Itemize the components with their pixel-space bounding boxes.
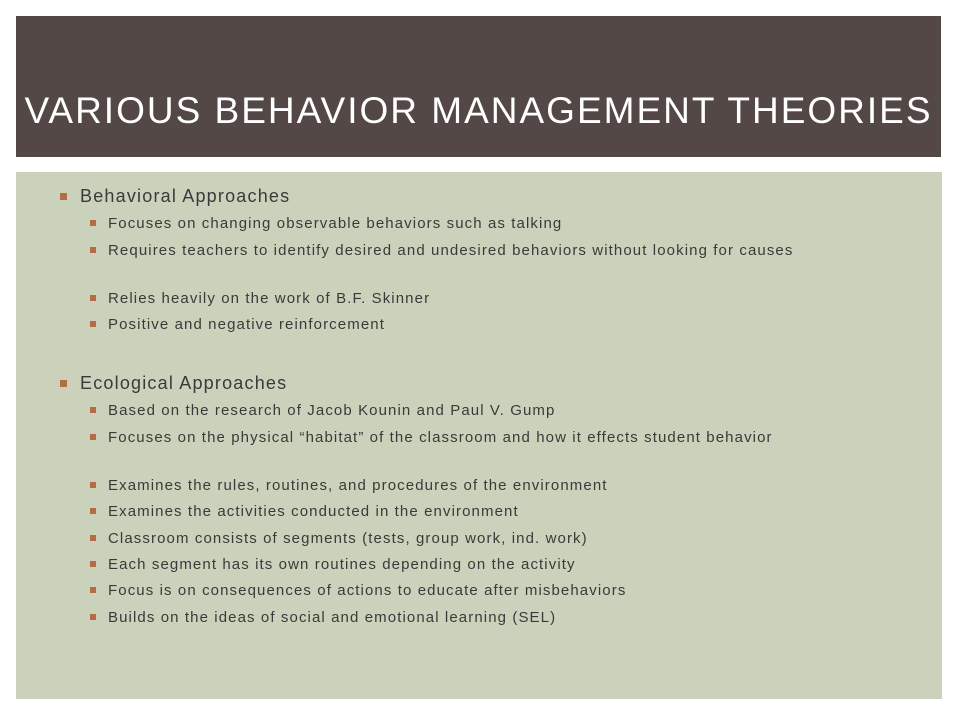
bullet-icon	[90, 508, 96, 514]
bullet-icon	[90, 434, 96, 440]
list-item	[90, 428, 910, 448]
bullet-icon	[90, 295, 96, 301]
bullet-icon	[90, 561, 96, 567]
bullet-icon	[90, 535, 96, 541]
list-item-text: Relies heavily on the work of B.F. Skinner	[108, 290, 431, 307]
bullet-icon	[90, 587, 96, 593]
list-item	[90, 289, 910, 309]
bullet-icon	[90, 407, 96, 413]
list-item-text: Builds on the ideas of social and emotional learning (SEL)	[108, 609, 557, 626]
list-item	[90, 529, 910, 549]
list-item-text: Examines the activities conducted in the environment	[108, 503, 519, 520]
list-item	[90, 555, 910, 575]
list-item	[90, 476, 910, 496]
list-item-text: Based on the research of Jacob Kounin and Paul V. Gump	[108, 402, 556, 419]
list-item-text: Focus is on consequences of actions to educate after misbehaviors	[108, 582, 627, 599]
list-item-text: Positive and negative reinforcement	[108, 316, 385, 333]
bullet-icon	[90, 321, 96, 327]
list-item-text: Requires teachers to identify desired and undesired behaviors without looking for causes	[108, 242, 794, 259]
section-heading-text: Ecological Approaches	[80, 373, 288, 393]
list-item-text: Each segment has its own routines depending on the activity	[108, 556, 576, 573]
list-item	[90, 401, 910, 421]
content-panel	[16, 172, 942, 699]
section-heading	[60, 373, 287, 394]
bullet-icon	[60, 193, 67, 200]
list-item-text: Focuses on the physical “habitat” of the classroom and how it effects student behavior	[108, 429, 773, 446]
bullet-icon	[90, 614, 96, 620]
list-item-text: Examines the rules, routines, and procedures of the environment	[108, 477, 608, 494]
list-item	[90, 315, 910, 335]
section-heading	[60, 186, 290, 207]
list-item-text: Classroom consists of segments (tests, group work, ind. work)	[108, 530, 588, 547]
bullet-icon	[90, 247, 96, 253]
list-item	[90, 502, 910, 522]
list-item	[90, 241, 910, 261]
list-item	[90, 214, 910, 234]
list-item	[90, 608, 910, 628]
section-heading-text: Behavioral Approaches	[80, 186, 291, 206]
slide-title: VARIOUS BEHAVIOR MANAGEMENT THEORIES	[24, 90, 933, 131]
bullet-icon	[90, 482, 96, 488]
bullet-icon	[90, 220, 96, 226]
title-bar	[16, 16, 941, 157]
bullet-icon	[60, 380, 67, 387]
list-item	[90, 581, 910, 601]
list-item-text: Focuses on changing observable behaviors such as talking	[108, 215, 563, 232]
